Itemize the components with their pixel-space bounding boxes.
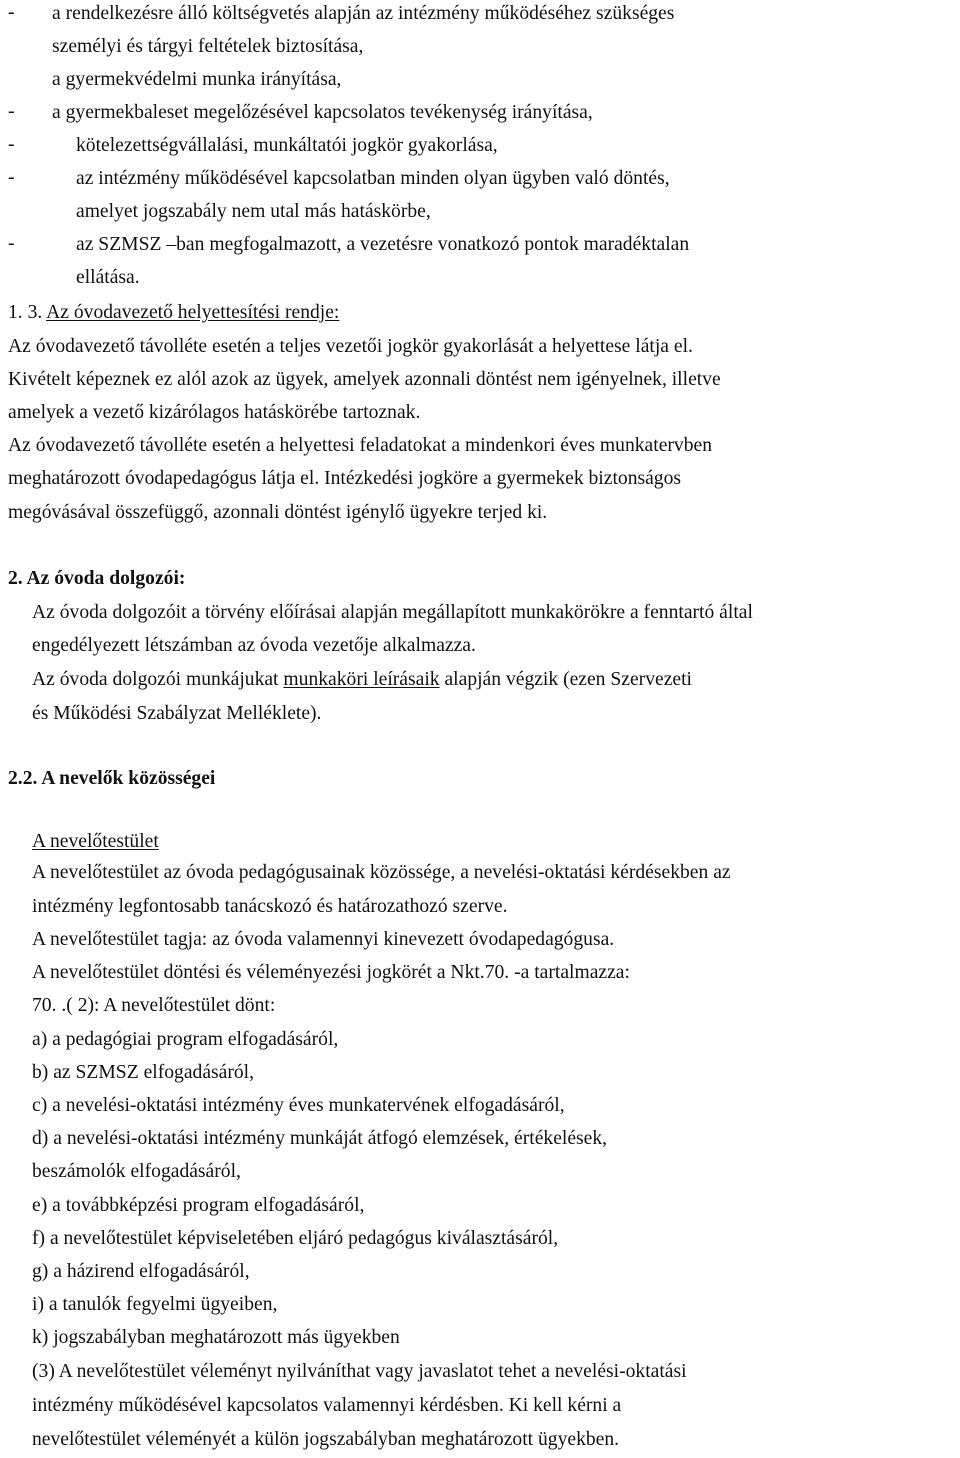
paragraph-line: meghatározott óvodapedagógus látja el. Intézkedési jogköre a gyermekek biztonságos	[8, 468, 682, 489]
list-item-text: személyi és tárgyi feltételek biztosítása,	[52, 36, 364, 57]
list-dash: -	[8, 2, 15, 23]
list-dash: -	[8, 101, 15, 122]
list-item: beszámolók elfogadásáról,	[32, 1161, 241, 1182]
list-item-text: amelyet jogszabály nem utal más hatáskörbe,	[76, 201, 431, 222]
section-heading: 2.2. A nevelők közösségei	[8, 768, 216, 789]
paragraph-line: 70. .( 2): A nevelőtestület dönt:	[32, 995, 276, 1016]
list-item-text: a gyermekvédelmi munka irányítása,	[52, 69, 342, 90]
list-item: b) az SZMSZ elfogadásáról,	[32, 1062, 254, 1083]
paragraph-line: A nevelőtestület tagja: az óvoda valamennyi kinevezett óvodapedagógusa.	[32, 929, 615, 950]
paragraph-line: Kivételt képeznek ez alól azok az ügyek, amelyek azonnali döntést nem igényelnek, illetve	[8, 369, 721, 390]
paragraph-line: Az óvodavezető távolléte esetén a teljes vezetői jogkör gyakorlását a helyettese látja el.	[8, 336, 693, 357]
list-item: i) a tanulók fegyelmi ügyeiben,	[32, 1294, 278, 1315]
list-dash: -	[8, 167, 15, 188]
paragraph-text: Az óvoda dolgozói munkájukat	[32, 669, 284, 690]
paragraph-line: A nevelőtestület az óvoda pedagógusainak közössége, a nevelési-oktatási kérdésekben az	[32, 862, 731, 883]
section-title: Az óvodavezető helyettesítési rendje:	[46, 302, 340, 323]
list-item: d) a nevelési-oktatási intézmény munkáját átfogó elemzések, értékelések,	[32, 1128, 608, 1149]
paragraph-text: alapján végzik (ezen Szervezeti	[439, 669, 692, 690]
list-item: k) jogszabályban meghatározott más ügyekben	[32, 1327, 400, 1348]
paragraph-line: intézmény legfontosabb tanácskozó és határozathozó szerve.	[32, 896, 508, 917]
paragraph-line	[32, 668, 692, 692]
list-dash: -	[8, 233, 15, 254]
paragraph-line: (3) A nevelőtestület véleményt nyilváníthat vagy javaslatot tehet a nevelési-oktatási	[32, 1361, 687, 1382]
section-heading: 2. Az óvoda dolgozói:	[8, 568, 186, 589]
list-item-text: kötelezettségvállalási, munkáltatói jogkör gyakorlása,	[76, 135, 498, 156]
section-number: 1. 3.	[8, 302, 43, 323]
list-item: g) a házirend elfogadásáról,	[32, 1261, 250, 1282]
list-item-text: az SZMSZ –ban megfogalmazott, a vezetésre vonatkozó pontok maradéktalan	[76, 234, 690, 255]
list-item-text: a rendelkezésre álló költségvetés alapján az intézmény működéséhez szükséges	[52, 3, 675, 24]
paragraph-line: Az óvodavezető távolléte esetén a helyettesi feladatokat a mindenkori éves munkatervben	[8, 435, 712, 456]
list-item-text: az intézmény működésével kapcsolatban minden olyan ügyben való döntés,	[76, 168, 670, 189]
subsection-heading: A nevelőtestület	[32, 831, 159, 852]
paragraph-line: engedélyezett létszámban az óvoda vezetője alkalmazza.	[32, 635, 476, 656]
paragraph-line: nevelőtestület véleményét a külön jogszabályban meghatározott ügyekben.	[32, 1429, 620, 1450]
job-descriptions-link[interactable]: munkaköri leírásaik	[283, 669, 440, 690]
list-item: f) a nevelőtestület képviseletében eljáró pedagógus kiválasztásáról,	[32, 1228, 559, 1249]
paragraph-line: amelyek a vezető kizárólagos hatáskörébe tartoznak.	[8, 402, 421, 423]
list-item: e) a továbbképzési program elfogadásáról,	[32, 1195, 365, 1216]
list-item: c) a nevelési-oktatási intézmény éves munkatervének elfogadásáról,	[32, 1095, 565, 1116]
list-item-text: ellátása.	[76, 267, 140, 288]
paragraph-line: Az óvoda dolgozóit a törvény előírásai alapján megállapított munkakörökre a fenntartó által	[32, 602, 753, 623]
list-item: a) a pedagógiai program elfogadásáról,	[32, 1029, 339, 1050]
paragraph-line: megóvásával összefüggő, azonnali döntést igénylő ügyekre terjed ki.	[8, 502, 548, 523]
paragraph-line: és Működési Szabályzat Melléklete).	[32, 703, 322, 724]
section-heading	[8, 301, 339, 325]
paragraph-line: intézmény működésével kapcsolatos valamennyi kérdésben. Ki kell kérni a	[32, 1395, 622, 1416]
list-dash: -	[8, 134, 15, 155]
paragraph-line: A nevelőtestület döntési és véleményezési jogkörét a Nkt.70. -a tartalmazza:	[32, 962, 630, 983]
list-item-text: a gyermekbaleset megelőzésével kapcsolatos tevékenység irányítása,	[52, 102, 593, 123]
